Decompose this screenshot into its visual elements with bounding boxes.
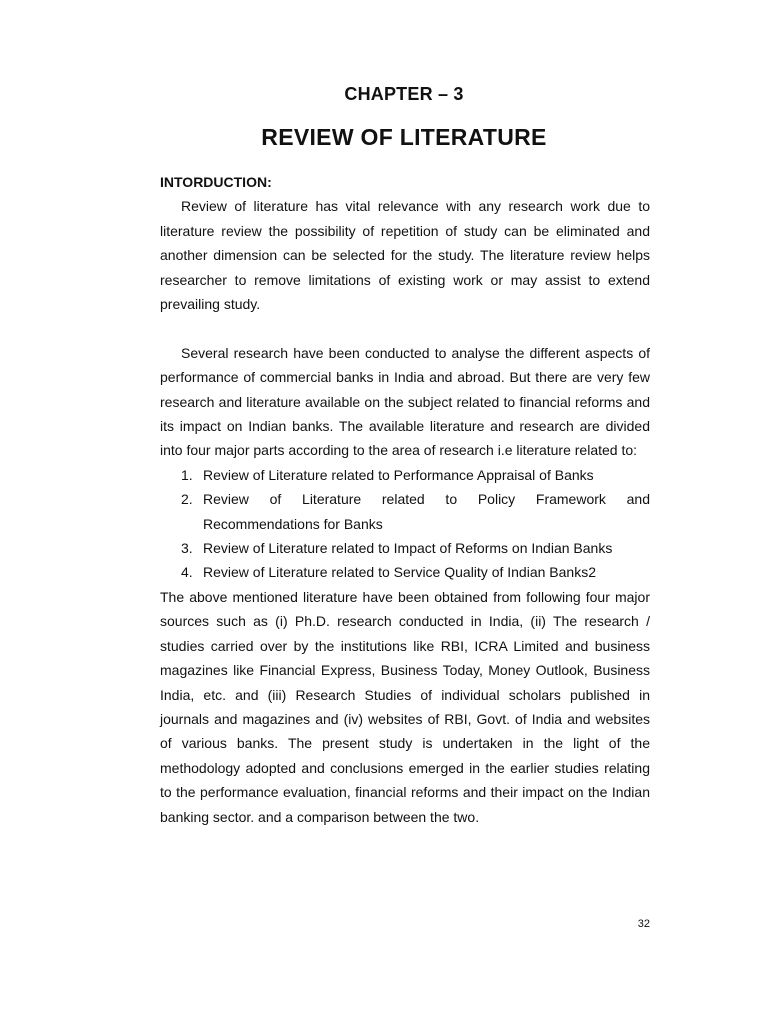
list-item-number: 2. <box>181 491 193 508</box>
literature-parts-list <box>160 463 650 585</box>
list-item <box>160 560 650 584</box>
paragraph-intro: Review of literature has vital relevance with any research work due to literature review the possibility of repetition of study can be eliminated and another dimension can be selected for the study. The literature review helps researcher to remove limitations of existing work or may assist to extend prevailing study. <box>160 198 650 313</box>
document-body <box>160 170 650 829</box>
list-item-number: 4. <box>181 564 193 581</box>
list-item-text: Review of Literature related to Policy Framework and Recommendations for Banks <box>203 491 650 532</box>
list-item <box>160 487 650 536</box>
page-number: 32 <box>637 918 650 930</box>
paragraph-research: Several research have been conducted to analyse the different aspects of performance of commercial banks in India and abroad. But there are very few research and literature available on the subject related to financial reforms and its impact on Indian banks. The available literature and research are divided into four major parts according to the area of research i.e literature related to: <box>160 344 650 459</box>
list-item <box>160 463 650 487</box>
page-title: REVIEW OF LITERATURE <box>261 124 547 150</box>
list-item-text: Review of Literature related to Impact of Reforms on Indian Banks <box>203 540 613 557</box>
list-item-text: Review of Literature related to Service Quality of Indian Banks2 <box>203 564 596 581</box>
list-item-text: Review of Literature related to Performance Appraisal of Banks <box>203 466 594 483</box>
list-item-number: 3. <box>181 540 193 557</box>
list-item-number: 1. <box>181 466 193 483</box>
chapter-label: CHAPTER – 3 <box>344 84 464 104</box>
list-item <box>160 536 650 560</box>
section-heading: INTORDUCTION: <box>160 174 272 190</box>
paragraph-sources: The above mentioned literature have been obtained from following four major sources such as (i) Ph.D. research conducted in India, (ii) The research / studies carried over by the institutions like RBI, ICRA Limited and business magazines like Financial Express, Business Today, Money Outlook, Business India, etc. and (iii) Research Studies of individual scholars published in journals and magazines and (iv) websites of RBI, Govt. of India and websites of various banks. The present study is undertaken in the light of the methodology adopted and conclusions emerged in the earlier studies relating to the performance evaluation, financial reforms and their impact on the Indian banking sector. and a comparison between the two. <box>160 588 650 825</box>
